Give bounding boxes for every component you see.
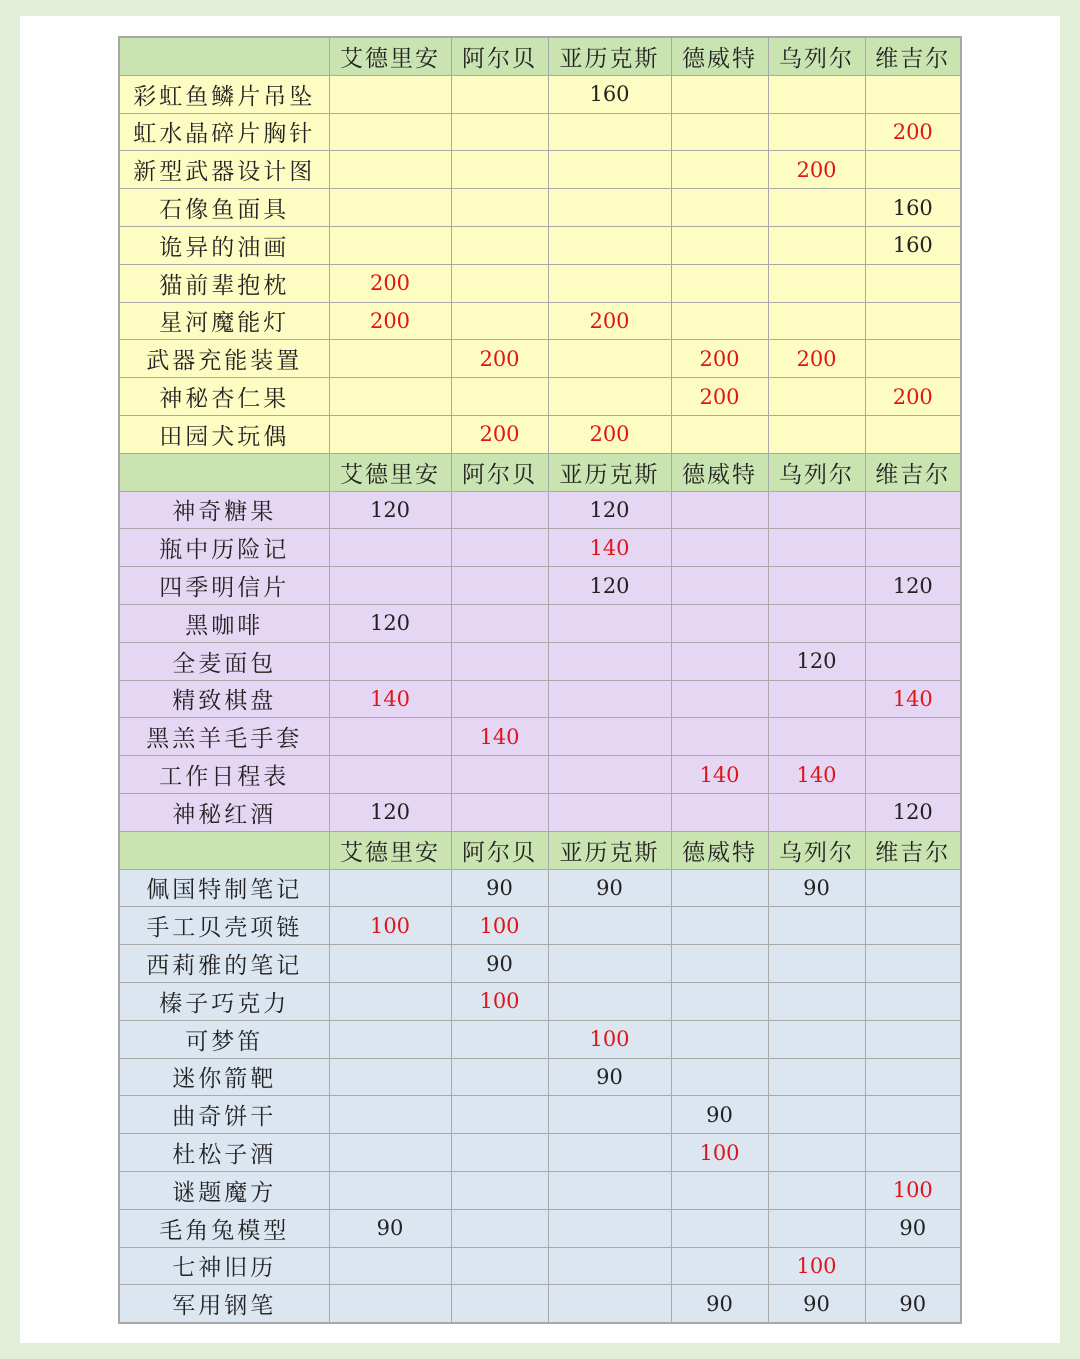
favor-value-cell	[329, 982, 451, 1020]
item-name: 谜题魔方	[119, 1171, 329, 1209]
favor-value-cell	[768, 415, 865, 453]
favor-value-cell	[865, 756, 961, 794]
column-header: 德威特	[671, 37, 768, 75]
favor-value-cell: 200	[768, 151, 865, 189]
favor-value-cell	[329, 378, 451, 416]
favor-value-cell: 120	[865, 793, 961, 831]
favor-value-cell	[451, 113, 548, 151]
favor-value-cell	[768, 567, 865, 605]
favor-value-cell: 100	[548, 1020, 671, 1058]
item-name: 新型武器设计图	[119, 151, 329, 189]
item-name: 彩虹鱼鳞片吊坠	[119, 75, 329, 113]
favor-value-cell	[548, 1171, 671, 1209]
favor-value-cell	[451, 1134, 548, 1172]
item-name: 全麦面包	[119, 642, 329, 680]
favor-value-cell: 100	[451, 907, 548, 945]
favor-value-cell: 140	[768, 756, 865, 794]
favor-value-cell	[329, 945, 451, 983]
favor-value-cell: 200	[865, 113, 961, 151]
favor-value-cell: 120	[329, 491, 451, 529]
item-name: 神秘杏仁果	[119, 378, 329, 416]
favor-value-cell	[768, 1020, 865, 1058]
table-row	[119, 718, 961, 756]
favor-value-cell: 200	[548, 415, 671, 453]
favor-value-cell	[865, 302, 961, 340]
header-corner-cell	[119, 831, 329, 869]
favor-value-cell: 100	[329, 907, 451, 945]
favor-value-cell	[671, 1058, 768, 1096]
column-header: 阿尔贝	[451, 453, 548, 491]
item-name: 田园犬玩偶	[119, 415, 329, 453]
item-name: 石像鱼面具	[119, 189, 329, 227]
favor-value-cell	[865, 340, 961, 378]
favor-value-cell	[768, 75, 865, 113]
favor-value-cell	[548, 1209, 671, 1247]
favor-value-cell: 90	[451, 869, 548, 907]
favor-value-cell	[548, 793, 671, 831]
favor-value-cell	[548, 907, 671, 945]
favor-value-cell: 200	[451, 415, 548, 453]
favor-value-cell	[671, 1171, 768, 1209]
column-header: 艾德里安	[329, 453, 451, 491]
favor-value-cell: 90	[548, 869, 671, 907]
favor-value-cell	[671, 982, 768, 1020]
favor-value-cell	[548, 378, 671, 416]
favor-value-cell: 200	[671, 378, 768, 416]
favor-value-cell	[671, 793, 768, 831]
column-header: 德威特	[671, 831, 768, 869]
favor-value-cell	[329, 113, 451, 151]
column-header: 维吉尔	[865, 831, 961, 869]
favor-value-cell	[451, 680, 548, 718]
favor-value-cell: 200	[548, 302, 671, 340]
favor-value-cell	[548, 264, 671, 302]
favor-value-cell	[671, 680, 768, 718]
table-row	[119, 1020, 961, 1058]
table-row	[119, 415, 961, 453]
white-sheet	[20, 16, 1060, 1343]
favor-value-cell: 120	[329, 604, 451, 642]
favor-value-cell	[768, 982, 865, 1020]
table-row	[119, 1134, 961, 1172]
favor-value-cell: 90	[451, 945, 548, 983]
favor-value-cell	[451, 1020, 548, 1058]
favor-value-cell	[329, 1020, 451, 1058]
favor-value-cell	[329, 1171, 451, 1209]
column-header: 乌列尔	[768, 831, 865, 869]
table-row	[119, 982, 961, 1020]
favor-value-cell	[329, 756, 451, 794]
table-row	[119, 1285, 961, 1323]
favor-value-cell: 100	[768, 1247, 865, 1285]
favor-value-cell	[451, 151, 548, 189]
favor-value-cell	[768, 907, 865, 945]
favor-value-cell	[451, 793, 548, 831]
favor-value-cell	[548, 1247, 671, 1285]
favor-value-cell	[865, 491, 961, 529]
table-row	[119, 75, 961, 113]
favor-value-cell: 160	[865, 189, 961, 227]
favor-value-cell	[548, 945, 671, 983]
favor-value-cell	[451, 604, 548, 642]
favor-value-cell	[768, 1171, 865, 1209]
favor-value-cell	[768, 491, 865, 529]
favor-value-cell	[548, 113, 671, 151]
table-row	[119, 151, 961, 189]
column-header: 阿尔贝	[451, 831, 548, 869]
favor-value-cell	[768, 1096, 865, 1134]
favor-value-cell	[671, 567, 768, 605]
item-name: 猫前辈抱枕	[119, 264, 329, 302]
column-header: 乌列尔	[768, 37, 865, 75]
table-row	[119, 945, 961, 983]
column-header: 阿尔贝	[451, 37, 548, 75]
table-row	[119, 529, 961, 567]
favor-value-cell: 90	[671, 1096, 768, 1134]
favor-value-cell	[671, 1247, 768, 1285]
column-header: 维吉尔	[865, 453, 961, 491]
item-name: 七神旧历	[119, 1247, 329, 1285]
favor-value-cell	[865, 529, 961, 567]
favor-value-cell	[865, 1020, 961, 1058]
column-header: 亚历克斯	[548, 453, 671, 491]
favor-value-cell	[865, 642, 961, 680]
favor-value-cell	[548, 1134, 671, 1172]
favor-value-cell	[865, 907, 961, 945]
favor-value-cell: 140	[451, 718, 548, 756]
favor-value-cell: 90	[865, 1285, 961, 1323]
favor-value-cell	[768, 680, 865, 718]
item-name: 毛角兔模型	[119, 1209, 329, 1247]
favor-value-cell	[671, 604, 768, 642]
favor-value-cell	[671, 113, 768, 151]
table-row	[119, 869, 961, 907]
favor-value-cell	[451, 378, 548, 416]
table-row	[119, 226, 961, 264]
favor-value-cell	[548, 1285, 671, 1323]
header-corner-cell	[119, 453, 329, 491]
item-name: 佩国特制笔记	[119, 869, 329, 907]
column-header: 乌列尔	[768, 453, 865, 491]
favor-value-cell: 120	[768, 642, 865, 680]
item-name: 曲奇饼干	[119, 1096, 329, 1134]
favor-value-cell: 140	[548, 529, 671, 567]
favor-value-cell	[768, 113, 865, 151]
favor-value-cell: 140	[329, 680, 451, 718]
favor-value-cell: 100	[865, 1171, 961, 1209]
header-corner-cell	[119, 37, 329, 75]
favor-value-cell	[671, 151, 768, 189]
favor-value-cell	[865, 982, 961, 1020]
table-row	[119, 642, 961, 680]
favor-value-cell	[329, 529, 451, 567]
favor-value-cell	[671, 718, 768, 756]
favor-value-cell: 160	[865, 226, 961, 264]
favor-value-cell	[548, 982, 671, 1020]
favor-value-cell	[548, 642, 671, 680]
favor-value-cell	[671, 226, 768, 264]
favor-value-cell	[329, 1247, 451, 1285]
table-row	[119, 907, 961, 945]
item-name: 神奇糖果	[119, 491, 329, 529]
header-row	[119, 453, 961, 491]
favor-value-cell: 140	[865, 680, 961, 718]
favor-value-cell	[671, 264, 768, 302]
favor-value-cell	[671, 415, 768, 453]
table-row	[119, 1096, 961, 1134]
item-name: 神秘红酒	[119, 793, 329, 831]
favor-value-cell	[865, 718, 961, 756]
item-name: 黑咖啡	[119, 604, 329, 642]
item-name: 榛子巧克力	[119, 982, 329, 1020]
table-row	[119, 113, 961, 151]
table-row	[119, 756, 961, 794]
column-header: 艾德里安	[329, 37, 451, 75]
table-row	[119, 491, 961, 529]
favor-value-cell	[671, 529, 768, 567]
favor-value-cell	[548, 1096, 671, 1134]
favor-value-cell	[451, 189, 548, 227]
favor-value-cell: 120	[865, 567, 961, 605]
table-row	[119, 1171, 961, 1209]
item-name: 瓶中历险记	[119, 529, 329, 567]
favor-value-cell	[671, 1020, 768, 1058]
favor-value-cell	[329, 415, 451, 453]
favor-value-cell	[768, 529, 865, 567]
table-row	[119, 793, 961, 831]
favor-value-cell	[768, 226, 865, 264]
favor-value-cell	[451, 642, 548, 680]
favor-value-cell	[768, 793, 865, 831]
table-row	[119, 1247, 961, 1285]
item-name: 黑羔羊毛手套	[119, 718, 329, 756]
favor-value-cell	[768, 604, 865, 642]
table-row	[119, 680, 961, 718]
favor-value-cell: 120	[548, 491, 671, 529]
favor-value-cell	[548, 718, 671, 756]
favor-value-cell	[451, 756, 548, 794]
gift-table-body	[119, 37, 961, 1323]
favor-value-cell	[671, 75, 768, 113]
favor-value-cell	[548, 340, 671, 378]
favor-value-cell: 200	[329, 302, 451, 340]
favor-value-cell	[768, 264, 865, 302]
favor-value-cell	[768, 1134, 865, 1172]
item-name: 工作日程表	[119, 756, 329, 794]
favor-value-cell	[451, 1058, 548, 1096]
favor-value-cell	[329, 226, 451, 264]
item-name: 四季明信片	[119, 567, 329, 605]
table-row	[119, 567, 961, 605]
item-name: 迷你箭靶	[119, 1058, 329, 1096]
favor-value-cell: 200	[865, 378, 961, 416]
table-row	[119, 340, 961, 378]
favor-value-cell	[451, 1247, 548, 1285]
favor-value-cell	[329, 1096, 451, 1134]
table-row	[119, 302, 961, 340]
favor-value-cell	[548, 226, 671, 264]
favor-value-cell	[865, 1134, 961, 1172]
favor-value-cell	[329, 1058, 451, 1096]
favor-value-cell: 200	[451, 340, 548, 378]
column-header: 维吉尔	[865, 37, 961, 75]
favor-value-cell	[451, 1285, 548, 1323]
favor-value-cell: 140	[671, 756, 768, 794]
item-name: 手工贝壳项链	[119, 907, 329, 945]
favor-value-cell: 90	[548, 1058, 671, 1096]
item-name: 星河魔能灯	[119, 302, 329, 340]
favor-value-cell: 90	[768, 869, 865, 907]
favor-value-cell	[329, 189, 451, 227]
table-row	[119, 1058, 961, 1096]
favor-value-cell	[451, 1096, 548, 1134]
favor-value-cell	[768, 378, 865, 416]
favor-value-cell	[671, 907, 768, 945]
header-row	[119, 831, 961, 869]
favor-value-cell	[548, 756, 671, 794]
favor-value-cell: 100	[451, 982, 548, 1020]
table-row	[119, 189, 961, 227]
favor-value-cell	[671, 945, 768, 983]
gift-preference-table	[118, 36, 962, 1324]
favor-value-cell	[451, 302, 548, 340]
favor-value-cell	[671, 302, 768, 340]
table-row	[119, 604, 961, 642]
item-name: 西莉雅的笔记	[119, 945, 329, 983]
favor-value-cell	[768, 1209, 865, 1247]
favor-value-cell	[329, 1134, 451, 1172]
favor-value-cell	[671, 642, 768, 680]
table-row	[119, 1209, 961, 1247]
favor-value-cell: 100	[671, 1134, 768, 1172]
favor-value-cell	[865, 1096, 961, 1134]
favor-value-cell: 200	[329, 264, 451, 302]
favor-value-cell: 90	[865, 1209, 961, 1247]
favor-value-cell	[865, 945, 961, 983]
favor-value-cell	[548, 680, 671, 718]
favor-value-cell	[768, 302, 865, 340]
favor-value-cell	[329, 718, 451, 756]
favor-value-cell	[865, 604, 961, 642]
item-name: 可梦笛	[119, 1020, 329, 1058]
favor-value-cell	[329, 340, 451, 378]
header-row	[119, 37, 961, 75]
favor-value-cell	[451, 1209, 548, 1247]
favor-value-cell	[865, 869, 961, 907]
favor-value-cell: 120	[548, 567, 671, 605]
favor-value-cell	[865, 1247, 961, 1285]
favor-value-cell	[329, 642, 451, 680]
favor-value-cell: 90	[329, 1209, 451, 1247]
favor-value-cell	[671, 189, 768, 227]
favor-value-cell: 120	[329, 793, 451, 831]
favor-value-cell	[548, 151, 671, 189]
favor-value-cell	[451, 529, 548, 567]
favor-value-cell	[329, 151, 451, 189]
favor-value-cell	[865, 1058, 961, 1096]
favor-value-cell	[671, 869, 768, 907]
favor-value-cell	[548, 189, 671, 227]
column-header: 亚历克斯	[548, 37, 671, 75]
favor-value-cell	[451, 567, 548, 605]
favor-value-cell: 200	[671, 340, 768, 378]
favor-value-cell	[329, 75, 451, 113]
favor-value-cell	[329, 1285, 451, 1323]
column-header: 艾德里安	[329, 831, 451, 869]
favor-value-cell	[865, 151, 961, 189]
favor-value-cell: 90	[768, 1285, 865, 1323]
favor-value-cell	[451, 1171, 548, 1209]
favor-value-cell: 200	[768, 340, 865, 378]
favor-value-cell	[451, 264, 548, 302]
favor-value-cell	[329, 567, 451, 605]
favor-value-cell	[865, 75, 961, 113]
column-header: 亚历克斯	[548, 831, 671, 869]
favor-value-cell	[865, 415, 961, 453]
favor-value-cell	[768, 718, 865, 756]
favor-value-cell	[548, 604, 671, 642]
favor-value-cell: 90	[671, 1285, 768, 1323]
favor-value-cell	[768, 189, 865, 227]
item-name: 杜松子酒	[119, 1134, 329, 1172]
favor-value-cell	[451, 226, 548, 264]
favor-value-cell	[865, 264, 961, 302]
favor-value-cell	[329, 869, 451, 907]
table-row	[119, 378, 961, 416]
item-name: 虹水晶碎片胸针	[119, 113, 329, 151]
item-name: 诡异的油画	[119, 226, 329, 264]
favor-value-cell: 160	[548, 75, 671, 113]
favor-value-cell	[451, 491, 548, 529]
column-header: 德威特	[671, 453, 768, 491]
favor-value-cell	[768, 945, 865, 983]
table-row	[119, 264, 961, 302]
favor-value-cell	[451, 75, 548, 113]
favor-value-cell	[671, 491, 768, 529]
item-name: 军用钢笔	[119, 1285, 329, 1323]
item-name: 武器充能装置	[119, 340, 329, 378]
favor-value-cell	[671, 1209, 768, 1247]
item-name: 精致棋盘	[119, 680, 329, 718]
favor-value-cell	[768, 1058, 865, 1096]
